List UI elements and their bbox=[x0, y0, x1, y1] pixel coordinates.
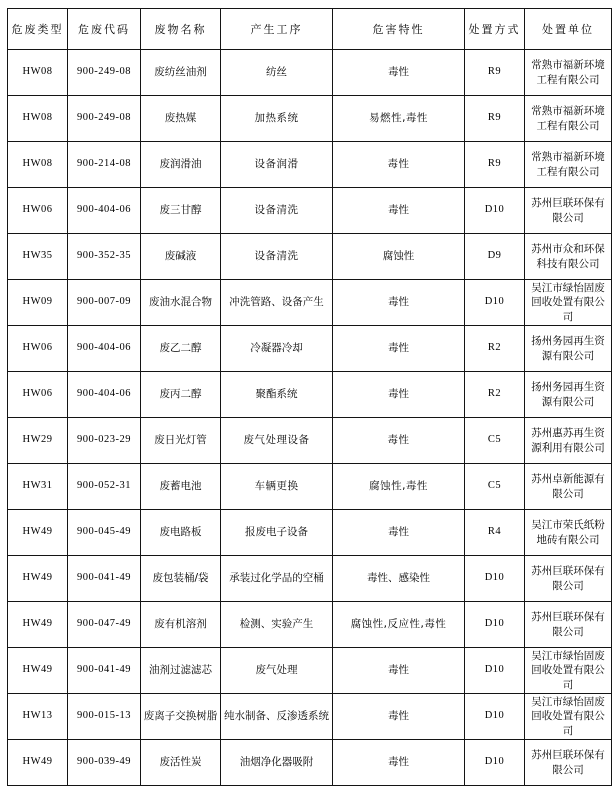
cell-waste-type: HW08 bbox=[8, 142, 68, 188]
cell-hazard: 腐蚀性,反应性,毒性 bbox=[333, 602, 465, 648]
cell-waste-code: 900-015-13 bbox=[68, 694, 141, 740]
header-cell-method: 处置方式 bbox=[465, 9, 525, 50]
cell-hazard: 易燃性,毒性 bbox=[333, 96, 465, 142]
cell-disposal-unit: 苏州卓新能源有限公司 bbox=[525, 464, 612, 510]
table-row bbox=[8, 142, 612, 188]
cell-disposal-method: D10 bbox=[465, 694, 525, 740]
cell-hazard: 毒性 bbox=[333, 648, 465, 694]
cell-process: 检测、实验产生 bbox=[221, 602, 333, 648]
header-cell-name: 废物名称 bbox=[141, 9, 221, 50]
cell-hazard: 毒性 bbox=[333, 326, 465, 372]
cell-disposal-unit: 苏州巨联环保有限公司 bbox=[525, 602, 612, 648]
cell-waste-code: 900-249-08 bbox=[68, 96, 141, 142]
cell-disposal-method: D10 bbox=[465, 602, 525, 648]
table-row bbox=[8, 326, 612, 372]
cell-disposal-method: R9 bbox=[465, 50, 525, 96]
cell-disposal-method: R4 bbox=[465, 510, 525, 556]
cell-waste-name: 废包装桶/袋 bbox=[141, 556, 221, 602]
cell-disposal-unit: 扬州务园再生资源有限公司 bbox=[525, 372, 612, 418]
cell-waste-name: 废离子交换树脂 bbox=[141, 694, 221, 740]
header-cell-process: 产生工序 bbox=[221, 9, 333, 50]
cell-waste-code: 900-045-49 bbox=[68, 510, 141, 556]
cell-disposal-method: C5 bbox=[465, 418, 525, 464]
cell-disposal-unit: 苏州市众和环保科技有限公司 bbox=[525, 234, 612, 280]
cell-process: 承装过化学品的空桶 bbox=[221, 556, 333, 602]
cell-process: 聚酯系统 bbox=[221, 372, 333, 418]
cell-waste-name: 废热媒 bbox=[141, 96, 221, 142]
header-cell-code: 危废代码 bbox=[68, 9, 141, 50]
cell-waste-name: 废润滑油 bbox=[141, 142, 221, 188]
cell-process: 废气处理设备 bbox=[221, 418, 333, 464]
cell-waste-code: 900-214-08 bbox=[68, 142, 141, 188]
cell-waste-code: 900-249-08 bbox=[68, 50, 141, 96]
table-row bbox=[8, 188, 612, 234]
cell-disposal-method: D9 bbox=[465, 234, 525, 280]
cell-disposal-unit: 常熟市福新环境工程有限公司 bbox=[525, 96, 612, 142]
cell-waste-type: HW49 bbox=[8, 648, 68, 694]
header-cell-type: 危废类型 bbox=[8, 9, 68, 50]
cell-process: 纯水制备、反渗透系统 bbox=[221, 694, 333, 740]
cell-disposal-method: D10 bbox=[465, 556, 525, 602]
table-row bbox=[8, 234, 612, 280]
cell-waste-name: 废三甘醇 bbox=[141, 188, 221, 234]
hazardous-waste-table bbox=[7, 8, 612, 786]
cell-hazard: 毒性 bbox=[333, 418, 465, 464]
cell-hazard: 毒性 bbox=[333, 740, 465, 786]
cell-waste-type: HW49 bbox=[8, 740, 68, 786]
header-cell-hazard: 危害特性 bbox=[333, 9, 465, 50]
table-row bbox=[8, 602, 612, 648]
cell-disposal-method: R9 bbox=[465, 142, 525, 188]
cell-disposal-method: D10 bbox=[465, 740, 525, 786]
cell-waste-type: HW35 bbox=[8, 234, 68, 280]
table-row bbox=[8, 464, 612, 510]
cell-waste-code: 900-352-35 bbox=[68, 234, 141, 280]
cell-disposal-method: C5 bbox=[465, 464, 525, 510]
cell-disposal-method: D10 bbox=[465, 188, 525, 234]
cell-hazard: 毒性 bbox=[333, 372, 465, 418]
cell-disposal-method: D10 bbox=[465, 648, 525, 694]
cell-process: 冷凝器冷却 bbox=[221, 326, 333, 372]
cell-process: 废气处理 bbox=[221, 648, 333, 694]
cell-waste-name: 废有机溶剂 bbox=[141, 602, 221, 648]
cell-hazard: 毒性 bbox=[333, 510, 465, 556]
cell-waste-code: 900-404-06 bbox=[68, 372, 141, 418]
table-row bbox=[8, 740, 612, 786]
cell-waste-code: 900-047-49 bbox=[68, 602, 141, 648]
cell-process: 设备润滑 bbox=[221, 142, 333, 188]
cell-waste-type: HW06 bbox=[8, 372, 68, 418]
cell-disposal-unit: 吴江市绿怡固废回收处置有限公司 bbox=[525, 280, 612, 326]
table-row bbox=[8, 280, 612, 326]
cell-disposal-unit: 苏州惠苏再生资源利用有限公司 bbox=[525, 418, 612, 464]
cell-disposal-method: R2 bbox=[465, 372, 525, 418]
cell-waste-type: HW31 bbox=[8, 464, 68, 510]
cell-process: 车辆更换 bbox=[221, 464, 333, 510]
cell-disposal-method: R2 bbox=[465, 326, 525, 372]
table-row bbox=[8, 648, 612, 694]
cell-waste-code: 900-007-09 bbox=[68, 280, 141, 326]
table-header bbox=[8, 9, 612, 50]
cell-disposal-unit: 吴江市绿怡固废回收处置有限公司 bbox=[525, 694, 612, 740]
cell-waste-name: 油剂过滤滤芯 bbox=[141, 648, 221, 694]
table-row bbox=[8, 418, 612, 464]
cell-process: 设备清洗 bbox=[221, 188, 333, 234]
cell-waste-name: 废油水混合物 bbox=[141, 280, 221, 326]
cell-disposal-unit: 吴江市荣氏纸粉地砖有限公司 bbox=[525, 510, 612, 556]
cell-hazard: 毒性、感染性 bbox=[333, 556, 465, 602]
cell-waste-code: 900-404-06 bbox=[68, 326, 141, 372]
cell-waste-name: 废蓄电池 bbox=[141, 464, 221, 510]
cell-disposal-unit: 苏州巨联环保有限公司 bbox=[525, 556, 612, 602]
cell-hazard: 毒性 bbox=[333, 50, 465, 96]
cell-waste-type: HW08 bbox=[8, 50, 68, 96]
cell-waste-name: 废碱液 bbox=[141, 234, 221, 280]
cell-waste-code: 900-039-49 bbox=[68, 740, 141, 786]
cell-waste-type: HW09 bbox=[8, 280, 68, 326]
cell-disposal-method: R9 bbox=[465, 96, 525, 142]
cell-waste-type: HW13 bbox=[8, 694, 68, 740]
cell-waste-type: HW06 bbox=[8, 188, 68, 234]
cell-process: 油烟净化器吸附 bbox=[221, 740, 333, 786]
table-body bbox=[8, 50, 612, 786]
cell-waste-name: 废电路板 bbox=[141, 510, 221, 556]
cell-disposal-unit: 常熟市福新环境工程有限公司 bbox=[525, 50, 612, 96]
table-row bbox=[8, 96, 612, 142]
cell-waste-name: 废纺丝油剂 bbox=[141, 50, 221, 96]
cell-waste-name: 废日光灯管 bbox=[141, 418, 221, 464]
cell-waste-type: HW49 bbox=[8, 510, 68, 556]
table-row bbox=[8, 694, 612, 740]
table-row bbox=[8, 372, 612, 418]
cell-disposal-unit: 苏州巨联环保有限公司 bbox=[525, 188, 612, 234]
cell-disposal-method: D10 bbox=[465, 280, 525, 326]
cell-waste-code: 900-052-31 bbox=[68, 464, 141, 510]
cell-waste-code: 900-404-06 bbox=[68, 188, 141, 234]
header-cell-unit: 处置单位 bbox=[525, 9, 612, 50]
cell-hazard: 毒性 bbox=[333, 142, 465, 188]
cell-waste-name: 废乙二醇 bbox=[141, 326, 221, 372]
cell-disposal-unit: 吴江市绿怡固废回收处置有限公司 bbox=[525, 648, 612, 694]
cell-waste-code: 900-041-49 bbox=[68, 556, 141, 602]
table-row bbox=[8, 556, 612, 602]
cell-waste-name: 废丙二醇 bbox=[141, 372, 221, 418]
cell-waste-type: HW29 bbox=[8, 418, 68, 464]
cell-process: 冲洗管路、设备产生 bbox=[221, 280, 333, 326]
cell-process: 加热系统 bbox=[221, 96, 333, 142]
cell-hazard: 腐蚀性 bbox=[333, 234, 465, 280]
cell-hazard: 毒性 bbox=[333, 188, 465, 234]
cell-hazard: 毒性 bbox=[333, 280, 465, 326]
cell-disposal-unit: 常熟市福新环境工程有限公司 bbox=[525, 142, 612, 188]
cell-waste-code: 900-023-29 bbox=[68, 418, 141, 464]
header-row bbox=[8, 9, 612, 50]
cell-hazard: 腐蚀性,毒性 bbox=[333, 464, 465, 510]
cell-waste-type: HW08 bbox=[8, 96, 68, 142]
cell-waste-code: 900-041-49 bbox=[68, 648, 141, 694]
cell-disposal-unit: 扬州务园再生资源有限公司 bbox=[525, 326, 612, 372]
cell-process: 纺丝 bbox=[221, 50, 333, 96]
cell-waste-type: HW06 bbox=[8, 326, 68, 372]
cell-process: 设备清洗 bbox=[221, 234, 333, 280]
table-row bbox=[8, 510, 612, 556]
table-row bbox=[8, 50, 612, 96]
cell-disposal-unit: 苏州巨联环保有限公司 bbox=[525, 740, 612, 786]
cell-waste-type: HW49 bbox=[8, 602, 68, 648]
cell-hazard: 毒性 bbox=[333, 694, 465, 740]
cell-waste-name: 废活性炭 bbox=[141, 740, 221, 786]
cell-process: 报废电子设备 bbox=[221, 510, 333, 556]
cell-waste-type: HW49 bbox=[8, 556, 68, 602]
